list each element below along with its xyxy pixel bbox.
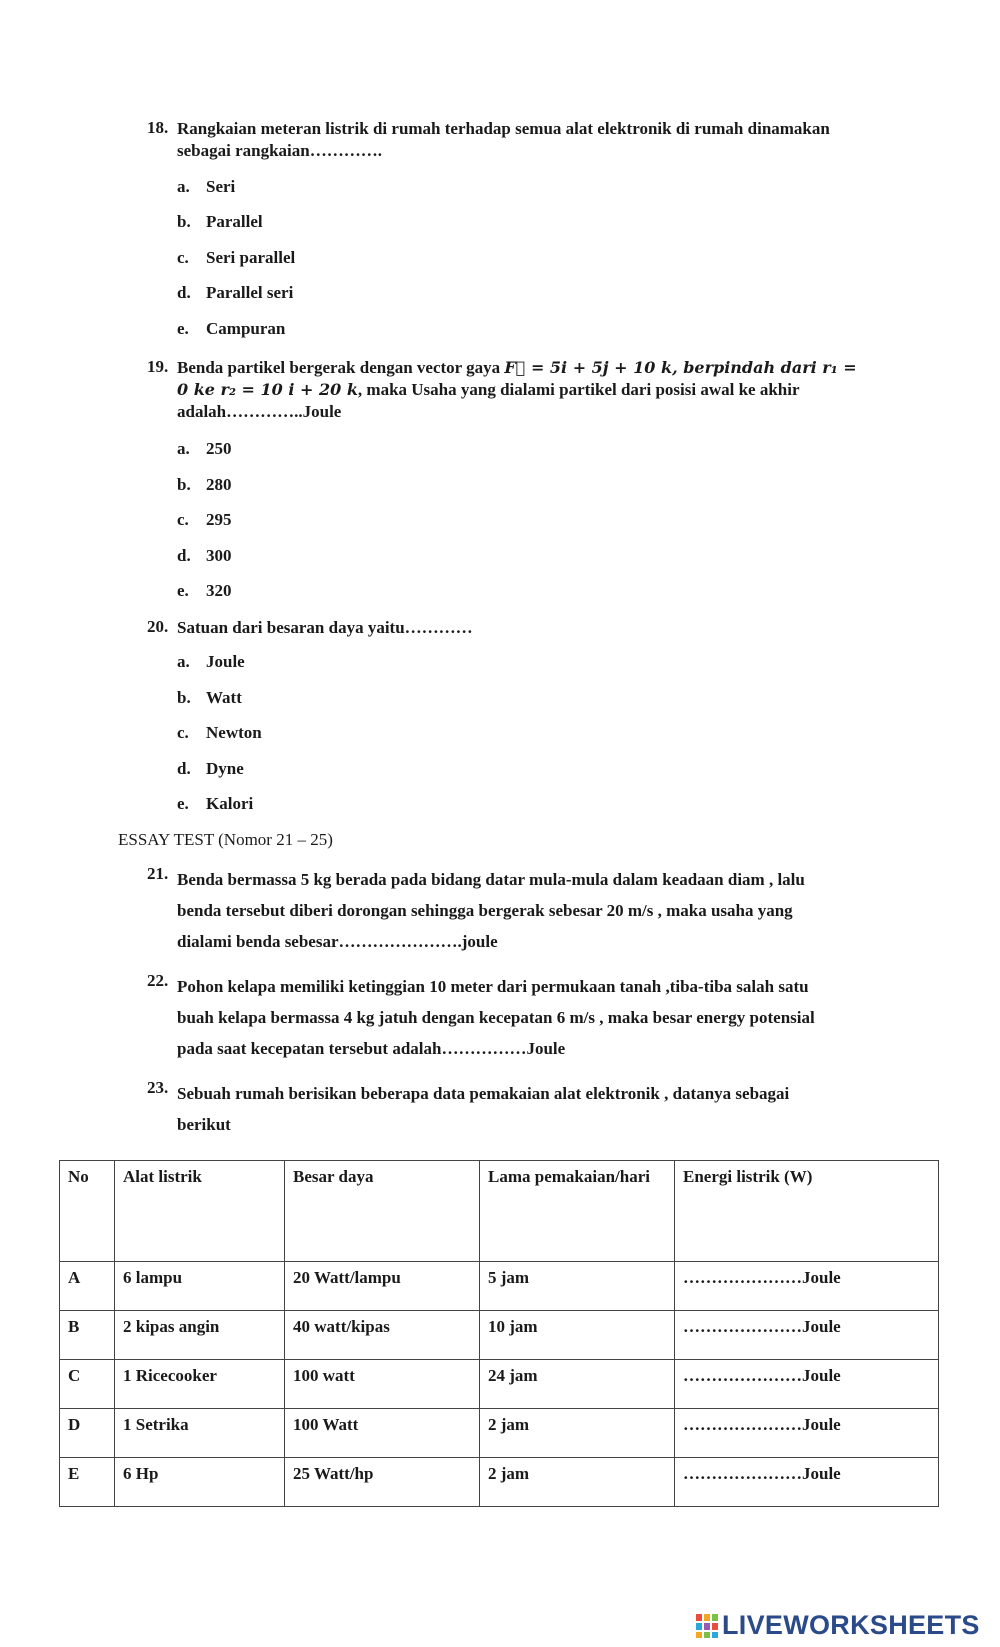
q18-option-d-letter: d.: [177, 283, 191, 302]
question-20-number: 20.: [147, 617, 169, 636]
q20-option-e-letter: e.: [177, 794, 189, 813]
table-cell: 2 jam: [480, 1458, 675, 1507]
q18-option-b[interactable]: Parallel: [206, 212, 263, 231]
table-cell: 6 Hp: [115, 1458, 285, 1507]
question-19-text-part: , maka Usaha yang dialami partikel dari posisi awal ke akhir: [357, 380, 800, 399]
question-19-line: adalah…………..Joule: [177, 402, 342, 421]
table-cell: 100 watt: [285, 1360, 480, 1409]
question-23-text: [177, 1078, 789, 1140]
question-21-text: [177, 864, 805, 957]
answer-field[interactable]: …………………Joule: [675, 1311, 939, 1360]
q20-option-d-letter: d.: [177, 759, 191, 778]
table-header-cell: Besar daya: [285, 1161, 480, 1262]
answer-field[interactable]: …………………Joule: [675, 1458, 939, 1507]
table-header-cell: No: [60, 1161, 115, 1262]
answer-field[interactable]: …………………Joule: [675, 1262, 939, 1311]
table-cell: 2 jam: [480, 1409, 675, 1458]
q20-option-b[interactable]: Watt: [206, 688, 242, 707]
q18-option-c[interactable]: Seri parallel: [206, 248, 296, 267]
question-18-line: sebagai rangkaian………….: [177, 141, 382, 160]
table-cell: 5 jam: [480, 1262, 675, 1311]
essay-section-title: ESSAY TEST (Nomor 21 – 25): [118, 830, 333, 849]
q20-option-e[interactable]: Kalori: [206, 794, 254, 813]
q19-option-b-letter: b.: [177, 475, 191, 494]
question-22-number: 22.: [147, 971, 169, 990]
q19-option-c-letter: c.: [177, 510, 189, 529]
table-cell: 100 Watt: [285, 1409, 480, 1458]
question-20-text: Satuan dari besaran daya yaitu…………: [177, 618, 473, 637]
q19-option-d-letter: d.: [177, 546, 191, 565]
question-22-text: [177, 971, 815, 1064]
table-cell: 10 jam: [480, 1311, 675, 1360]
q18-option-a-letter: a.: [177, 177, 190, 196]
question-19-text-part: Benda partikel bergerak dengan vector gaya: [177, 358, 505, 377]
question-19-text: [177, 357, 857, 423]
question-22-line: Pohon kelapa memiliki ketinggian 10 meter dari permukaan tanah ,tiba-tiba salah satu: [177, 977, 809, 996]
table-cell: A: [60, 1262, 115, 1311]
q20-option-c-letter: c.: [177, 723, 189, 742]
q19-option-b[interactable]: 280: [206, 475, 232, 494]
table-cell: B: [60, 1311, 115, 1360]
table-row: [60, 1360, 939, 1409]
table-cell: 1 Ricecooker: [115, 1360, 285, 1409]
q19-option-e[interactable]: 320: [206, 581, 232, 600]
table-cell: C: [60, 1360, 115, 1409]
table-cell: 6 lampu: [115, 1262, 285, 1311]
table-row: [60, 1409, 939, 1458]
table-cell: 1 Setrika: [115, 1409, 285, 1458]
question-22-line: buah kelapa bermassa 4 kg jatuh dengan kecepatan 6 m/s , maka besar energy potensial: [177, 1008, 815, 1027]
table-cell: 2 kipas angin: [115, 1311, 285, 1360]
position-vector-formula: 0 ke r₂ = 10 i + 20 k: [177, 380, 358, 399]
q18-option-a[interactable]: Seri: [206, 177, 236, 196]
q20-option-d[interactable]: Dyne: [206, 759, 244, 778]
q18-option-d[interactable]: Parallel seri: [206, 283, 294, 302]
answer-field[interactable]: …………………Joule: [675, 1409, 939, 1458]
q19-option-a[interactable]: 250: [206, 439, 232, 458]
table-cell: 24 jam: [480, 1360, 675, 1409]
question-22-line: pada saat kecepatan tersebut adalah……………Joule: [177, 1039, 566, 1058]
table-row: [60, 1311, 939, 1360]
table-cell: 25 Watt/hp: [285, 1458, 480, 1507]
energy-usage-table: [59, 1160, 939, 1507]
table-header-cell: Lama pemakaian/hari: [480, 1161, 675, 1262]
question-18-number: 18.: [147, 118, 169, 137]
question-23-line: Sebuah rumah berisikan beberapa data pemakaian alat elektronik , datanya sebagai: [177, 1084, 790, 1103]
question-18-text: [177, 118, 830, 162]
table-row: [60, 1458, 939, 1507]
question-23-number: 23.: [147, 1078, 169, 1097]
table-cell: E: [60, 1458, 115, 1507]
question-21-line: dialami benda sebesar………………….joule: [177, 932, 498, 951]
q18-option-c-letter: c.: [177, 248, 189, 267]
q19-option-e-letter: e.: [177, 581, 189, 600]
answer-field[interactable]: …………………Joule: [675, 1360, 939, 1409]
question-19-number: 19.: [147, 357, 169, 376]
table-cell: D: [60, 1409, 115, 1458]
q20-option-a-letter: a.: [177, 652, 190, 671]
question-21-number: 21.: [147, 864, 169, 883]
q20-option-b-letter: b.: [177, 688, 191, 707]
q19-option-d[interactable]: 300: [206, 546, 232, 565]
table-header-cell: Alat listrik: [115, 1161, 285, 1262]
table-cell: 40 watt/kipas: [285, 1311, 480, 1360]
q18-option-e-letter: e.: [177, 319, 189, 338]
liveworksheets-logo-icon: [696, 1614, 718, 1638]
question-21-line: Benda bermassa 5 kg berada pada bidang datar mula-mula dalam keadaan diam , lalu: [177, 870, 805, 889]
q20-option-a[interactable]: Joule: [206, 652, 245, 671]
brand-name: LIVEWORKSHEETS: [722, 1610, 980, 1640]
q19-option-c[interactable]: 295: [206, 510, 232, 529]
q18-option-e[interactable]: Campuran: [206, 319, 286, 338]
q19-option-a-letter: a.: [177, 439, 190, 458]
table-header-row: [60, 1161, 939, 1262]
table-row: [60, 1262, 939, 1311]
table-header-cell: Energi listrik (W): [675, 1161, 939, 1262]
q18-option-b-letter: b.: [177, 212, 191, 231]
liveworksheets-logo[interactable]: [696, 1610, 980, 1641]
question-18-line: Rangkaian meteran listrik di rumah terhadap semua alat elektronik di rumah dinamakan: [177, 119, 830, 138]
question-23-line: berikut: [177, 1115, 231, 1134]
question-21-line: benda tersebut diberi dorongan sehingga bergerak sebesar 20 m/s , maka usaha yang: [177, 901, 793, 920]
force-vector-formula: F⃗ = 5i + 5j + 10 k, berpindah dari r₁ =: [504, 358, 857, 377]
table-cell: 20 Watt/lampu: [285, 1262, 480, 1311]
q20-option-c[interactable]: Newton: [206, 723, 262, 742]
